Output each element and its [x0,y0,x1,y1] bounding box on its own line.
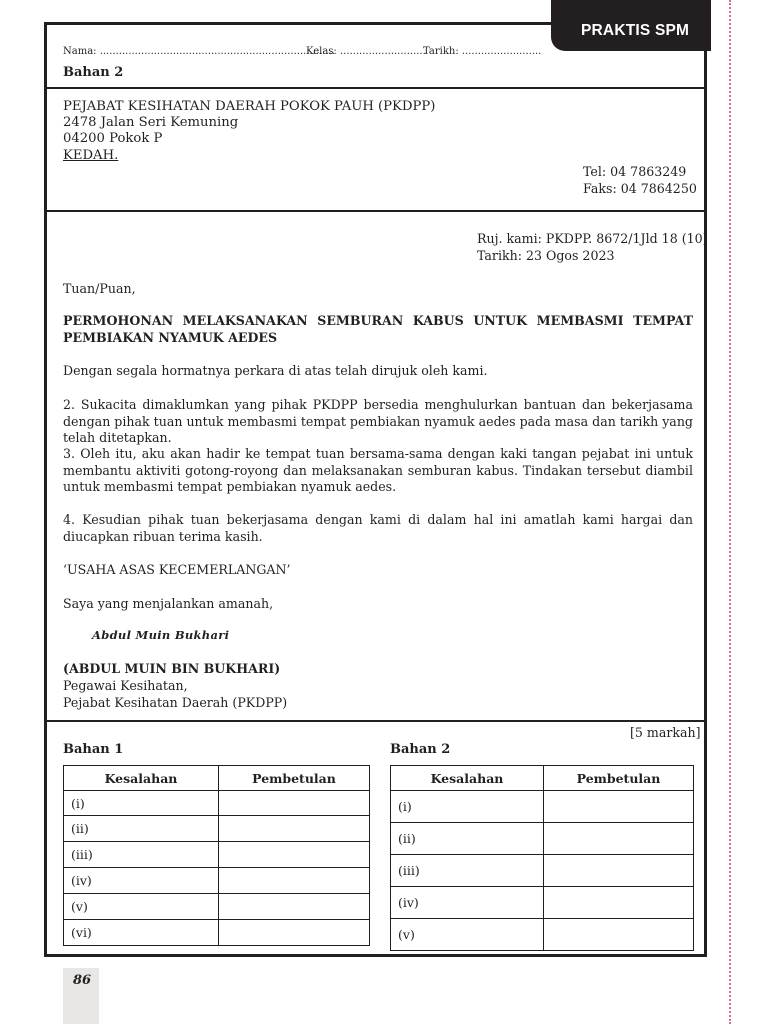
paragraph-1: Dengan segala hormatnya perkara di atas telah dirujuk oleh kami. [63,363,488,378]
page-number-box [63,968,99,1024]
answer-cell[interactable] [219,842,370,868]
bahan1-title: Bahan 1 [63,742,124,757]
letterhead-tel: Tel: 04 7863249 [583,164,687,179]
table-row [64,791,370,816]
table-row [391,919,694,951]
answer-cell[interactable] [219,894,370,920]
signer-office: Pejabat Kesihatan Daerah (PKDPP) [63,695,288,710]
tab-label: PRAKTIS SPM [581,22,690,39]
row-label: (v) [64,894,219,920]
letterhead-address1: 2478 Jalan Seri Kemuning [63,115,239,130]
letterhead-org: PEJABAT KESIHATAN DAERAH POKOK PAUH (PKDPP) [63,99,436,114]
page-number: 86 [73,973,92,988]
tarikh-field: Tarikh: ......................... [423,46,542,57]
table-row [391,791,694,823]
answer-cell[interactable] [544,855,694,887]
kelas-field: Kelas: ........................... [306,46,426,57]
answer-cell[interactable] [544,887,694,919]
column-header-kesalahan: Kesalahan [391,766,544,791]
answer-cell[interactable] [544,823,694,855]
signature: Abdul Muin Bukhari [92,628,230,642]
marks-label: [5 markah] [630,725,701,740]
table-row [64,894,370,920]
answer-cell[interactable] [219,920,370,946]
letter-date: Tarikh: 23 Ogos 2023 [477,248,615,263]
divider [44,87,707,89]
row-label: (i) [64,791,219,816]
answer-cell[interactable] [544,919,694,951]
nama-field: Nama: .......................................................................... [63,46,335,57]
row-label: (i) [391,791,544,823]
answer-cell[interactable] [219,868,370,894]
table-row [391,855,694,887]
table-row [391,823,694,855]
answer-cell[interactable] [219,816,370,842]
answer-cell[interactable] [219,791,370,816]
row-label: (vi) [64,920,219,946]
bahan2-title: Bahan 2 [390,742,451,757]
table-row [64,868,370,894]
row-label: (v) [391,919,544,951]
letterhead-state: KEDAH. [63,148,119,163]
letter-subject: PERMOHONAN MELAKSANAKAN SEMBURAN KABUS UNTUK MEMBASMI TEMPAT PEMBIAKAN NYAMUK AEDES [63,313,693,345]
row-label: (ii) [391,823,544,855]
paragraph-3: 3. Oleh itu, aku akan hadir ke tempat tuan bersama-sama dengan kaki tangan pejabat ini untuk membantu aktiviti gotong-royong dan melaksanakan semburan kabus. Tindakan tersebut diambil untuk membasmi tempat pembiakan nyamuk aedes. [63,446,693,494]
row-label: (iii) [64,842,219,868]
section-title: Bahan 2 [63,65,124,80]
column-header-pembetulan: Pembetulan [219,766,370,791]
bahan1-answer-table [63,765,370,946]
row-label: (iv) [391,887,544,919]
letterhead-address2: 04200 Pokok P [63,131,163,146]
table-row [64,920,370,946]
row-label: (iv) [64,868,219,894]
row-label: (iii) [391,855,544,887]
table-row [64,816,370,842]
reference-number: Ruj. kami: PKDPP. 8672/1Jld 18 (10) [477,231,708,246]
divider [44,210,707,212]
praktis-spm-tab [551,0,711,51]
closing: Saya yang menjalankan amanah, [63,596,274,611]
motto: ‘USAHA ASAS KECEMERLANGAN’ [63,562,291,577]
paragraph-2: 2. Sukacita dimaklumkan yang pihak PKDPP bersedia menghulurkan bantuan dan bekerjasama dengan pihak tuan untuk membasmi tempat pembiakan nyamuk aedes pada masa dan tarikh yang telah ditetapkan. [63,397,693,445]
paragraph-4: 4. Kesudian pihak tuan bekerjasama dengan kami di dalam hal ini amatlah kami hargai dan diucapkan ribuan terima kasih. [63,512,693,544]
letterhead-faks: Faks: 04 7864250 [583,181,697,196]
divider [44,720,707,722]
answer-cell[interactable] [544,791,694,823]
row-label: (ii) [64,816,219,842]
column-header-kesalahan: Kesalahan [64,766,219,791]
page-margin-line [729,0,731,1024]
column-header-pembetulan: Pembetulan [544,766,694,791]
bahan2-answer-table [390,765,694,951]
salutation: Tuan/Puan, [63,281,136,296]
table-row [64,842,370,868]
signer-name: (ABDUL MUIN BIN BUKHARI) [63,661,281,676]
signer-position: Pegawai Kesihatan, [63,678,188,693]
table-row [391,887,694,919]
